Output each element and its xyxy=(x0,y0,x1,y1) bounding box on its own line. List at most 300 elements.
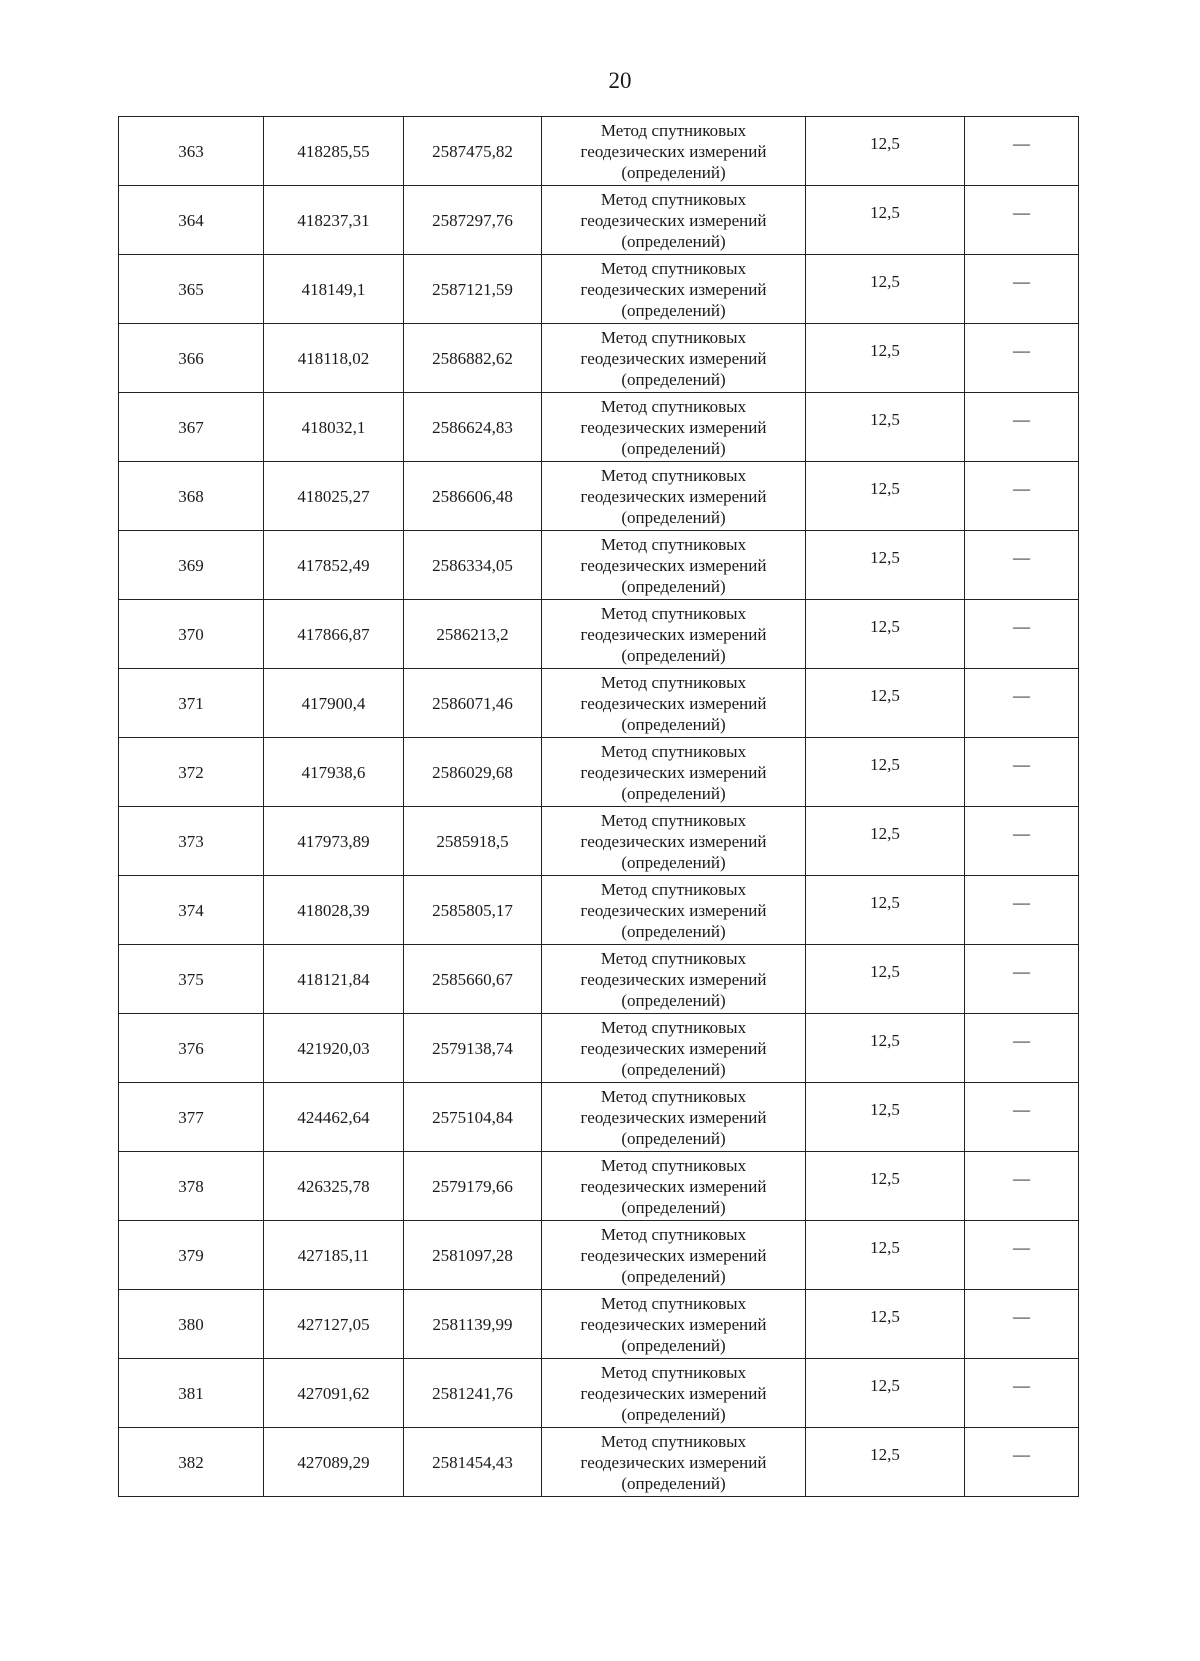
x-coordinate: 424462,64 xyxy=(297,1107,370,1127)
page-number: 20 xyxy=(608,68,632,93)
point-number: 372 xyxy=(178,762,204,782)
description-cell xyxy=(965,1152,1079,1221)
accuracy-cell xyxy=(806,393,965,462)
method-line-1: Метод спутниковых xyxy=(600,672,747,692)
description-cell xyxy=(965,117,1079,186)
method-line-3: (определений) xyxy=(621,300,726,320)
y-coordinate-cell xyxy=(404,1014,542,1083)
method-line-2: геодезических измерений xyxy=(580,348,767,368)
y-coordinate-cell xyxy=(404,876,542,945)
description-cell xyxy=(965,324,1079,393)
accuracy-cell xyxy=(806,1359,965,1428)
x-coordinate-cell xyxy=(264,1428,404,1497)
description-dash: — xyxy=(1013,1306,1030,1326)
x-coordinate: 426325,78 xyxy=(297,1176,370,1196)
point-number: 376 xyxy=(178,1038,204,1058)
y-coordinate-cell xyxy=(404,117,542,186)
method-line-3: (определений) xyxy=(621,507,726,527)
x-coordinate: 417938,6 xyxy=(301,762,366,782)
x-coordinate-cell xyxy=(264,324,404,393)
point-number: 369 xyxy=(178,555,204,575)
y-coordinate: 2587297,76 xyxy=(432,210,513,230)
method-line-2: геодезических измерений xyxy=(580,1107,767,1127)
accuracy-cell xyxy=(806,1290,965,1359)
point-number-cell xyxy=(119,738,264,807)
accuracy-cell xyxy=(806,945,965,1014)
method-line-3: (определений) xyxy=(621,852,726,872)
y-coordinate-cell xyxy=(404,1083,542,1152)
method-line-2: геодезических измерений xyxy=(580,900,767,920)
point-number-cell xyxy=(119,1152,264,1221)
y-coordinate: 2586606,48 xyxy=(432,486,513,506)
table-row xyxy=(119,1428,1079,1497)
description-dash: — xyxy=(1013,823,1030,843)
y-coordinate: 2587475,82 xyxy=(432,141,513,161)
point-number: 366 xyxy=(178,348,204,368)
method-line-2: геодезических измерений xyxy=(580,1452,767,1472)
description-cell xyxy=(965,1428,1079,1497)
method-line-3: (определений) xyxy=(621,231,726,251)
accuracy-value: 12,5 xyxy=(870,1168,900,1188)
accuracy-value: 12,5 xyxy=(870,133,900,153)
x-coordinate-cell xyxy=(264,462,404,531)
description-dash: — xyxy=(1013,1444,1030,1464)
y-coordinate-cell xyxy=(404,1152,542,1221)
x-coordinate: 417973,89 xyxy=(297,831,370,851)
point-number: 367 xyxy=(178,417,204,437)
description-dash: — xyxy=(1013,478,1030,498)
point-number-cell xyxy=(119,945,264,1014)
point-number: 373 xyxy=(178,831,204,851)
point-number: 382 xyxy=(178,1452,204,1472)
accuracy-value: 12,5 xyxy=(870,1306,900,1326)
method-cell xyxy=(542,876,806,945)
table-row xyxy=(119,600,1079,669)
accuracy-value: 12,5 xyxy=(870,823,900,843)
method-line-2: геодезических измерений xyxy=(580,969,767,989)
table-row xyxy=(119,393,1079,462)
description-dash: — xyxy=(1013,892,1030,912)
accuracy-cell xyxy=(806,600,965,669)
method-line-3: (определений) xyxy=(621,714,726,734)
method-line-2: геодезических измерений xyxy=(580,555,767,575)
table-row xyxy=(119,1152,1079,1221)
point-number: 370 xyxy=(178,624,204,644)
description-cell xyxy=(965,1359,1079,1428)
accuracy-cell xyxy=(806,1221,965,1290)
y-coordinate: 2586882,62 xyxy=(432,348,513,368)
point-number: 379 xyxy=(178,1245,204,1265)
description-cell xyxy=(965,1290,1079,1359)
x-coordinate-cell xyxy=(264,876,404,945)
accuracy-cell xyxy=(806,1014,965,1083)
table-row xyxy=(119,117,1079,186)
y-coordinate: 2586071,46 xyxy=(432,693,513,713)
description-dash: — xyxy=(1013,1237,1030,1257)
point-number-cell xyxy=(119,1290,264,1359)
method-line-3: (определений) xyxy=(621,990,726,1010)
y-coordinate-cell xyxy=(404,1359,542,1428)
x-coordinate-cell xyxy=(264,531,404,600)
description-dash: — xyxy=(1013,340,1030,360)
x-coordinate-cell xyxy=(264,1014,404,1083)
point-number: 371 xyxy=(178,693,204,713)
table-row xyxy=(119,1359,1079,1428)
method-line-3: (определений) xyxy=(621,921,726,941)
point-number: 375 xyxy=(178,969,204,989)
table-row xyxy=(119,531,1079,600)
method-line-3: (определений) xyxy=(621,783,726,803)
method-line-3: (определений) xyxy=(621,576,726,596)
y-coordinate: 2586029,68 xyxy=(432,762,513,782)
method-line-1: Метод спутниковых xyxy=(600,1293,747,1313)
method-line-2: геодезических измерений xyxy=(580,141,767,161)
description-dash: — xyxy=(1013,547,1030,567)
point-number-cell xyxy=(119,117,264,186)
description-cell xyxy=(965,1083,1079,1152)
method-cell xyxy=(542,186,806,255)
y-coordinate: 2586624,83 xyxy=(432,417,513,437)
y-coordinate: 2585660,67 xyxy=(432,969,513,989)
method-cell xyxy=(542,945,806,1014)
description-cell xyxy=(965,1221,1079,1290)
description-dash: — xyxy=(1013,1375,1030,1395)
point-number-cell xyxy=(119,1428,264,1497)
method-line-3: (определений) xyxy=(621,1059,726,1079)
point-number-cell xyxy=(119,393,264,462)
y-coordinate-cell xyxy=(404,186,542,255)
description-dash: — xyxy=(1013,271,1030,291)
x-coordinate-cell xyxy=(264,1083,404,1152)
point-number-cell xyxy=(119,1221,264,1290)
method-line-1: Метод спутниковых xyxy=(600,810,747,830)
description-cell xyxy=(965,462,1079,531)
method-line-1: Метод спутниковых xyxy=(600,1086,747,1106)
method-cell xyxy=(542,738,806,807)
y-coordinate-cell xyxy=(404,669,542,738)
method-line-3: (определений) xyxy=(621,1335,726,1355)
point-number-cell xyxy=(119,1083,264,1152)
point-number-cell xyxy=(119,876,264,945)
x-coordinate: 421920,03 xyxy=(297,1038,370,1058)
x-coordinate-cell xyxy=(264,669,404,738)
point-number: 378 xyxy=(178,1176,204,1196)
table-row xyxy=(119,738,1079,807)
description-cell xyxy=(965,531,1079,600)
y-coordinate: 2581139,99 xyxy=(432,1314,513,1334)
x-coordinate-cell xyxy=(264,1221,404,1290)
method-line-2: геодезических измерений xyxy=(580,762,767,782)
method-line-2: геодезических измерений xyxy=(580,486,767,506)
y-coordinate: 2579179,66 xyxy=(432,1176,513,1196)
coordinates-table xyxy=(118,116,1079,1497)
x-coordinate-cell xyxy=(264,255,404,324)
method-cell xyxy=(542,600,806,669)
method-cell xyxy=(542,807,806,876)
table-body xyxy=(119,117,1079,1497)
table-row xyxy=(119,186,1079,255)
method-line-3: (определений) xyxy=(621,1266,726,1286)
method-line-1: Метод спутниковых xyxy=(600,1017,747,1037)
point-number-cell xyxy=(119,531,264,600)
method-line-1: Метод спутниковых xyxy=(600,1224,747,1244)
method-line-1: Метод спутниковых xyxy=(600,948,747,968)
y-coordinate: 2579138,74 xyxy=(432,1038,513,1058)
method-cell xyxy=(542,1290,806,1359)
description-cell xyxy=(965,945,1079,1014)
description-cell xyxy=(965,600,1079,669)
x-coordinate: 417866,87 xyxy=(297,624,370,644)
point-number: 374 xyxy=(178,900,204,920)
point-number-cell xyxy=(119,1359,264,1428)
point-number: 381 xyxy=(178,1383,204,1403)
method-cell xyxy=(542,324,806,393)
y-coordinate-cell xyxy=(404,324,542,393)
point-number-cell xyxy=(119,669,264,738)
accuracy-value: 12,5 xyxy=(870,754,900,774)
method-line-2: геодезических измерений xyxy=(580,279,767,299)
method-cell xyxy=(542,1152,806,1221)
method-line-2: геодезических измерений xyxy=(580,1314,767,1334)
x-coordinate-cell xyxy=(264,600,404,669)
x-coordinate: 418237,31 xyxy=(297,210,370,230)
method-line-3: (определений) xyxy=(621,1128,726,1148)
accuracy-cell xyxy=(806,807,965,876)
method-cell xyxy=(542,462,806,531)
method-line-2: геодезических измерений xyxy=(580,1245,767,1265)
description-dash: — xyxy=(1013,685,1030,705)
x-coordinate-cell xyxy=(264,807,404,876)
method-line-3: (определений) xyxy=(621,162,726,182)
method-line-1: Метод спутниковых xyxy=(600,741,747,761)
method-line-1: Метод спутниковых xyxy=(600,534,747,554)
accuracy-cell xyxy=(806,876,965,945)
x-coordinate: 418025,27 xyxy=(297,486,370,506)
y-coordinate-cell xyxy=(404,1290,542,1359)
y-coordinate-cell xyxy=(404,738,542,807)
x-coordinate-cell xyxy=(264,117,404,186)
accuracy-value: 12,5 xyxy=(870,478,900,498)
description-cell xyxy=(965,1014,1079,1083)
point-number-cell xyxy=(119,186,264,255)
accuracy-cell xyxy=(806,462,965,531)
x-coordinate-cell xyxy=(264,945,404,1014)
accuracy-cell xyxy=(806,255,965,324)
x-coordinate: 417900,4 xyxy=(301,693,366,713)
accuracy-value: 12,5 xyxy=(870,961,900,981)
method-cell xyxy=(542,1083,806,1152)
y-coordinate-cell xyxy=(404,1428,542,1497)
y-coordinate: 2575104,84 xyxy=(432,1107,513,1127)
table-row xyxy=(119,945,1079,1014)
point-number-cell xyxy=(119,324,264,393)
method-line-1: Метод спутниковых xyxy=(600,1431,747,1451)
method-cell xyxy=(542,1221,806,1290)
y-coordinate-cell xyxy=(404,531,542,600)
table-row xyxy=(119,1290,1079,1359)
point-number-cell xyxy=(119,462,264,531)
x-coordinate: 418121,84 xyxy=(297,969,370,989)
x-coordinate-cell xyxy=(264,393,404,462)
y-coordinate-cell xyxy=(404,393,542,462)
accuracy-cell xyxy=(806,1152,965,1221)
x-coordinate: 418285,55 xyxy=(297,141,370,161)
x-coordinate: 418032,1 xyxy=(301,417,366,437)
y-coordinate: 2585805,17 xyxy=(432,900,513,920)
method-line-1: Метод спутниковых xyxy=(600,879,747,899)
accuracy-cell xyxy=(806,1083,965,1152)
description-dash: — xyxy=(1013,616,1030,636)
accuracy-value: 12,5 xyxy=(870,1237,900,1257)
method-line-1: Метод спутниковых xyxy=(600,258,747,278)
table-row xyxy=(119,1014,1079,1083)
description-dash: — xyxy=(1013,1099,1030,1119)
description-cell xyxy=(965,669,1079,738)
x-coordinate-cell xyxy=(264,1290,404,1359)
point-number: 364 xyxy=(178,210,204,230)
accuracy-value: 12,5 xyxy=(870,271,900,291)
point-number-cell xyxy=(119,600,264,669)
y-coordinate: 2581097,28 xyxy=(432,1245,513,1265)
table-row xyxy=(119,1083,1079,1152)
method-line-3: (определений) xyxy=(621,438,726,458)
method-cell xyxy=(542,1428,806,1497)
table-row xyxy=(119,255,1079,324)
description-cell xyxy=(965,186,1079,255)
method-line-1: Метод спутниковых xyxy=(600,1155,747,1175)
accuracy-cell xyxy=(806,1428,965,1497)
point-number: 365 xyxy=(178,279,204,299)
accuracy-value: 12,5 xyxy=(870,1030,900,1050)
method-line-2: геодезических измерений xyxy=(580,831,767,851)
method-line-2: геодезических измерений xyxy=(580,693,767,713)
table-row xyxy=(119,1221,1079,1290)
accuracy-value: 12,5 xyxy=(870,547,900,567)
y-coordinate: 2585918,5 xyxy=(436,831,509,851)
description-dash: — xyxy=(1013,133,1030,153)
method-line-2: геодезических измерений xyxy=(580,624,767,644)
x-coordinate-cell xyxy=(264,738,404,807)
accuracy-value: 12,5 xyxy=(870,202,900,222)
x-coordinate: 418028,39 xyxy=(297,900,370,920)
x-coordinate: 417852,49 xyxy=(297,555,370,575)
method-line-2: геодезических измерений xyxy=(580,210,767,230)
y-coordinate: 2586334,05 xyxy=(432,555,513,575)
description-cell xyxy=(965,876,1079,945)
method-line-2: геодезических измерений xyxy=(580,1176,767,1196)
table-row xyxy=(119,876,1079,945)
x-coordinate-cell xyxy=(264,1359,404,1428)
method-line-3: (определений) xyxy=(621,1404,726,1424)
accuracy-cell xyxy=(806,324,965,393)
description-cell xyxy=(965,738,1079,807)
y-coordinate-cell xyxy=(404,945,542,1014)
method-line-1: Метод спутниковых xyxy=(600,396,747,416)
y-coordinate-cell xyxy=(404,462,542,531)
y-coordinate-cell xyxy=(404,807,542,876)
method-line-3: (определений) xyxy=(621,1473,726,1493)
method-cell xyxy=(542,1359,806,1428)
table-row xyxy=(119,462,1079,531)
table-row xyxy=(119,669,1079,738)
method-line-3: (определений) xyxy=(621,1197,726,1217)
accuracy-cell xyxy=(806,186,965,255)
x-coordinate: 418118,02 xyxy=(297,348,370,368)
accuracy-cell xyxy=(806,669,965,738)
method-line-2: геодезических измерений xyxy=(580,1038,767,1058)
x-coordinate-cell xyxy=(264,186,404,255)
method-line-3: (определений) xyxy=(621,369,726,389)
point-number: 363 xyxy=(178,141,204,161)
accuracy-value: 12,5 xyxy=(870,685,900,705)
x-coordinate: 427091,62 xyxy=(297,1383,370,1403)
point-number-cell xyxy=(119,807,264,876)
y-coordinate: 2587121,59 xyxy=(432,279,513,299)
description-dash: — xyxy=(1013,409,1030,429)
accuracy-cell xyxy=(806,117,965,186)
method-line-2: геодезических измерений xyxy=(580,1383,767,1403)
method-cell xyxy=(542,117,806,186)
table-row xyxy=(119,324,1079,393)
description-dash: — xyxy=(1013,754,1030,774)
x-coordinate-cell xyxy=(264,1152,404,1221)
description-cell xyxy=(965,255,1079,324)
method-cell xyxy=(542,531,806,600)
method-line-2: геодезических измерений xyxy=(580,417,767,437)
method-cell xyxy=(542,1014,806,1083)
accuracy-value: 12,5 xyxy=(870,1099,900,1119)
method-line-1: Метод спутниковых xyxy=(600,189,747,209)
point-number: 380 xyxy=(178,1314,204,1334)
accuracy-value: 12,5 xyxy=(870,1375,900,1395)
point-number: 368 xyxy=(178,486,204,506)
method-line-1: Метод спутниковых xyxy=(600,603,747,623)
y-coordinate: 2586213,2 xyxy=(436,624,509,644)
x-coordinate: 427185,11 xyxy=(297,1245,370,1265)
description-cell xyxy=(965,393,1079,462)
description-dash: — xyxy=(1013,1030,1030,1050)
description-dash: — xyxy=(1013,202,1030,222)
y-coordinate: 2581241,76 xyxy=(432,1383,513,1403)
y-coordinate-cell xyxy=(404,255,542,324)
method-cell xyxy=(542,669,806,738)
y-coordinate-cell xyxy=(404,600,542,669)
method-line-1: Метод спутниковых xyxy=(600,1362,747,1382)
table-row xyxy=(119,807,1079,876)
accuracy-value: 12,5 xyxy=(870,409,900,429)
accuracy-value: 12,5 xyxy=(870,1444,900,1464)
method-line-1: Метод спутниковых xyxy=(600,465,747,485)
description-cell xyxy=(965,807,1079,876)
method-cell xyxy=(542,255,806,324)
description-dash: — xyxy=(1013,1168,1030,1188)
y-coordinate: 2581454,43 xyxy=(432,1452,513,1472)
accuracy-value: 12,5 xyxy=(870,892,900,912)
accuracy-cell xyxy=(806,531,965,600)
method-line-3: (определений) xyxy=(621,645,726,665)
method-line-1: Метод спутниковых xyxy=(600,120,747,140)
method-cell xyxy=(542,393,806,462)
x-coordinate: 418149,1 xyxy=(301,279,366,299)
x-coordinate: 427127,05 xyxy=(297,1314,370,1334)
accuracy-cell xyxy=(806,738,965,807)
point-number-cell xyxy=(119,1014,264,1083)
x-coordinate: 427089,29 xyxy=(297,1452,370,1472)
accuracy-value: 12,5 xyxy=(870,340,900,360)
point-number: 377 xyxy=(178,1107,204,1127)
description-dash: — xyxy=(1013,961,1030,981)
method-line-1: Метод спутниковых xyxy=(600,327,747,347)
